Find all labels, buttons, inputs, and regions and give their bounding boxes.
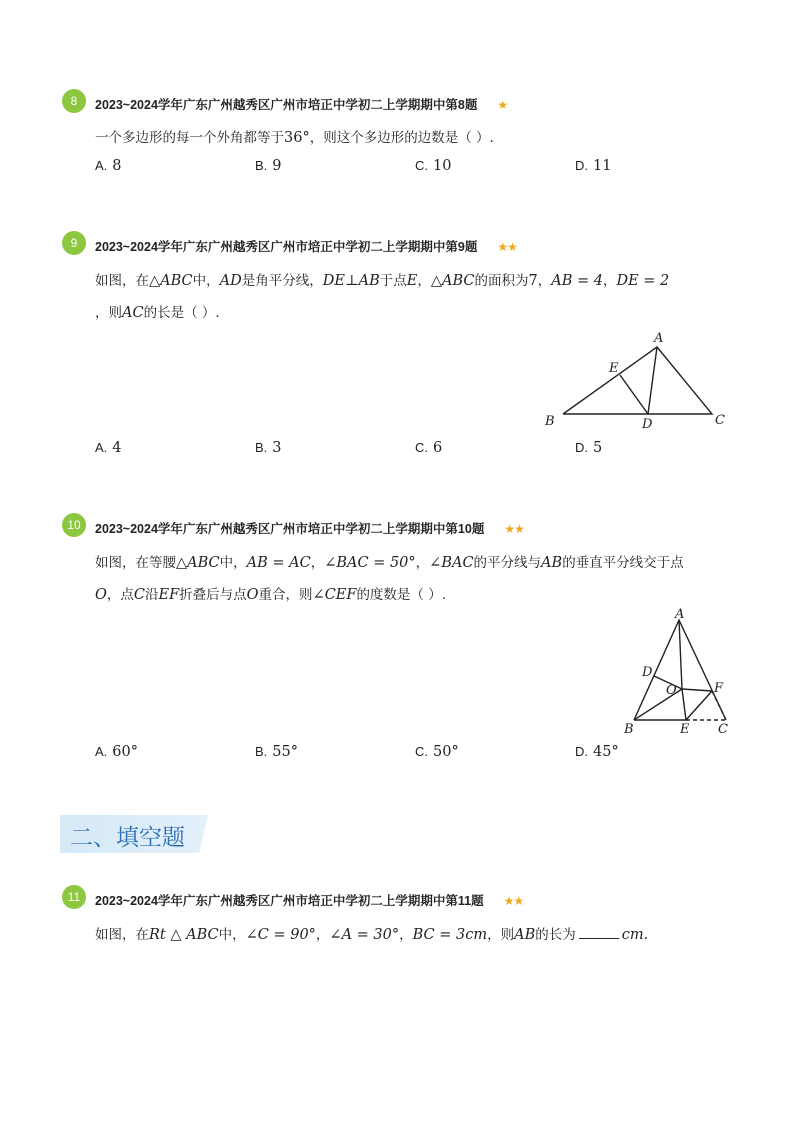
option-c[interactable] xyxy=(415,440,442,456)
option-label: A. xyxy=(95,158,108,173)
question-stem xyxy=(95,126,494,146)
label-c: C xyxy=(715,413,725,428)
difficulty-stars: ★★ xyxy=(503,894,524,908)
segment-ad xyxy=(648,347,657,414)
section-title: 二、填空题 xyxy=(70,825,185,851)
stem-text: 的平分线与 xyxy=(473,555,542,571)
label-d: D xyxy=(642,417,653,432)
stem-math: O xyxy=(246,587,259,603)
stem-text: ， xyxy=(602,273,617,289)
option-label: C. xyxy=(415,744,428,759)
stem-text: ， xyxy=(415,555,430,571)
stem-text: 中， xyxy=(219,555,247,571)
stem-math: ∠BAC = 50° xyxy=(324,555,416,571)
option-a[interactable] xyxy=(95,744,138,760)
option-value: 4 xyxy=(112,440,122,456)
stem-math: DE = 2 xyxy=(616,273,670,289)
answer-blank[interactable] xyxy=(579,926,619,939)
stem-math: △ABC xyxy=(176,555,220,571)
difficulty-stars: ★ xyxy=(497,98,508,112)
question-source xyxy=(95,519,524,537)
question-source xyxy=(95,891,523,909)
stem-math: O xyxy=(95,587,107,603)
stem-math: Rt △ ABC xyxy=(149,927,219,943)
stem-math: AB = AC xyxy=(246,555,311,571)
stem-text: 的度数是（ ）. xyxy=(356,587,447,603)
option-d[interactable] xyxy=(575,744,619,760)
option-label: D. xyxy=(575,158,588,173)
label-e: E xyxy=(680,722,690,737)
option-value: 9 xyxy=(272,158,282,174)
option-c[interactable] xyxy=(415,744,459,760)
stem-text: ，点 xyxy=(106,587,134,603)
stem-math: ∠A = 30° xyxy=(329,927,400,943)
option-b[interactable] xyxy=(255,158,282,174)
option-label: A. xyxy=(95,744,108,759)
difficulty-stars: ★★ xyxy=(504,522,524,536)
stem-text: 一个多边形的每一个外角都等于 xyxy=(95,130,284,146)
option-label: D. xyxy=(575,744,588,759)
stem-text: 如图，在等腰 xyxy=(95,555,176,571)
stem-text: ， xyxy=(399,927,413,943)
option-label: C. xyxy=(415,158,428,173)
stem-math: AB xyxy=(514,927,536,943)
option-value: 6 xyxy=(433,440,443,456)
stem-text: ， xyxy=(310,555,325,571)
source-text: 2023~2024学年广东广州越秀区广州市培正中学初二上学期期中第11题 xyxy=(95,894,484,908)
label-d: D xyxy=(642,665,653,680)
segment-of xyxy=(682,689,712,691)
stem-text: 的长为 xyxy=(535,927,576,943)
stem-math: 36° xyxy=(284,130,310,146)
stem-math: AB xyxy=(541,555,563,571)
question-number-badge: 9 xyxy=(62,231,86,255)
stem-math: AC xyxy=(122,305,144,321)
question-number-badge: 11 xyxy=(62,885,86,909)
option-label: B. xyxy=(255,440,268,455)
stem-text: ，则这个多边形的边数是（ ）. xyxy=(309,130,494,146)
stem-math: AD xyxy=(219,273,242,289)
label-b: B xyxy=(545,414,555,429)
stem-math: △ABC xyxy=(149,273,193,289)
option-d[interactable] xyxy=(575,158,611,174)
option-value: 50° xyxy=(433,744,459,760)
option-a[interactable] xyxy=(95,440,122,456)
label-b: B xyxy=(624,722,634,737)
source-text: 2023~2024学年广东广州越秀区广州市培正中学初二上学期期中第8题 xyxy=(95,98,478,112)
stem-text: 中， xyxy=(218,927,246,943)
difficulty-stars: ★★ xyxy=(497,240,517,254)
option-label: A. xyxy=(95,440,108,455)
question-number-badge: 8 xyxy=(62,89,86,113)
segment-eo xyxy=(682,689,686,720)
stem-text: 重合，则 xyxy=(258,587,313,603)
stem-text: 的长是（ ）. xyxy=(143,305,220,321)
stem-text: ，则 xyxy=(95,305,122,321)
option-label: B. xyxy=(255,744,268,759)
option-value: 55° xyxy=(272,744,298,760)
option-value: 5 xyxy=(593,440,603,456)
question-stem xyxy=(95,923,648,943)
stem-text: 沿 xyxy=(145,587,159,603)
stem-text: 是角平分线， xyxy=(241,273,323,289)
stem-math: DE⊥AB xyxy=(322,273,380,289)
stem-math: BC = 3cm xyxy=(412,927,488,943)
label-f: F xyxy=(714,681,724,696)
stem-math: cm. xyxy=(621,927,649,943)
question-source xyxy=(95,95,507,113)
question-stem xyxy=(95,551,684,571)
label-c: C xyxy=(718,722,728,737)
option-b[interactable] xyxy=(255,744,298,760)
source-text: 2023~2024学年广东广州越秀区广州市培正中学初二上学期期中第9题 xyxy=(95,240,478,254)
option-value: 60° xyxy=(112,744,138,760)
question-stem xyxy=(95,269,669,289)
question-source xyxy=(95,237,517,255)
stem-math: △ABC xyxy=(430,273,475,289)
stem-text: ， xyxy=(537,273,552,289)
stem-text: 的垂直平分线交于点 xyxy=(562,555,684,571)
option-value: 8 xyxy=(112,158,122,174)
option-b[interactable] xyxy=(255,440,282,456)
triangle-figure-q10 xyxy=(618,606,738,741)
stem-text: 中， xyxy=(192,273,220,289)
option-value: 45° xyxy=(593,744,619,760)
stem-text: 如图，在 xyxy=(95,273,149,289)
stem-text: 如图，在 xyxy=(95,927,149,943)
label-a: A xyxy=(654,331,664,346)
option-value: 11 xyxy=(593,158,612,174)
option-value: 3 xyxy=(272,440,282,456)
option-value: 10 xyxy=(433,158,452,174)
stem-math: ∠CEF xyxy=(312,587,357,603)
question-number-badge: 10 xyxy=(62,513,86,537)
question-stem-line2 xyxy=(95,583,446,603)
stem-text: 于点 xyxy=(379,273,407,289)
stem-math: EF xyxy=(158,587,180,603)
segment-ao xyxy=(679,620,682,689)
question-stem-line2 xyxy=(95,301,220,321)
stem-math: C xyxy=(133,587,145,603)
stem-math: AB = 4 xyxy=(551,273,603,289)
option-a[interactable] xyxy=(95,158,122,174)
label-o: O xyxy=(666,683,677,698)
stem-text: ，则 xyxy=(487,927,515,943)
label-e: E xyxy=(609,361,619,376)
source-text: 2023~2024学年广东广州越秀区广州市培正中学初二上学期期中第10题 xyxy=(95,522,485,536)
stem-text: 折叠后与点 xyxy=(179,587,247,603)
stem-math: ∠C = 90° xyxy=(245,927,316,943)
segment-de xyxy=(620,375,648,414)
stem-text: ， xyxy=(315,927,330,943)
stem-math: ∠BAC xyxy=(429,555,474,571)
stem-text: ， xyxy=(417,273,431,289)
stem-math: E xyxy=(406,273,418,289)
option-label: D. xyxy=(575,440,588,455)
option-c[interactable] xyxy=(415,158,451,174)
option-label: C. xyxy=(415,440,428,455)
option-label: B. xyxy=(255,158,268,173)
stem-math: 7 xyxy=(528,273,538,289)
label-a: A xyxy=(675,607,685,622)
triangle-figure-q9 xyxy=(540,328,740,433)
segment-ef xyxy=(686,691,712,720)
option-d[interactable] xyxy=(575,440,602,456)
stem-text: 的面积为 xyxy=(474,273,529,289)
triangle-abc xyxy=(563,347,712,414)
